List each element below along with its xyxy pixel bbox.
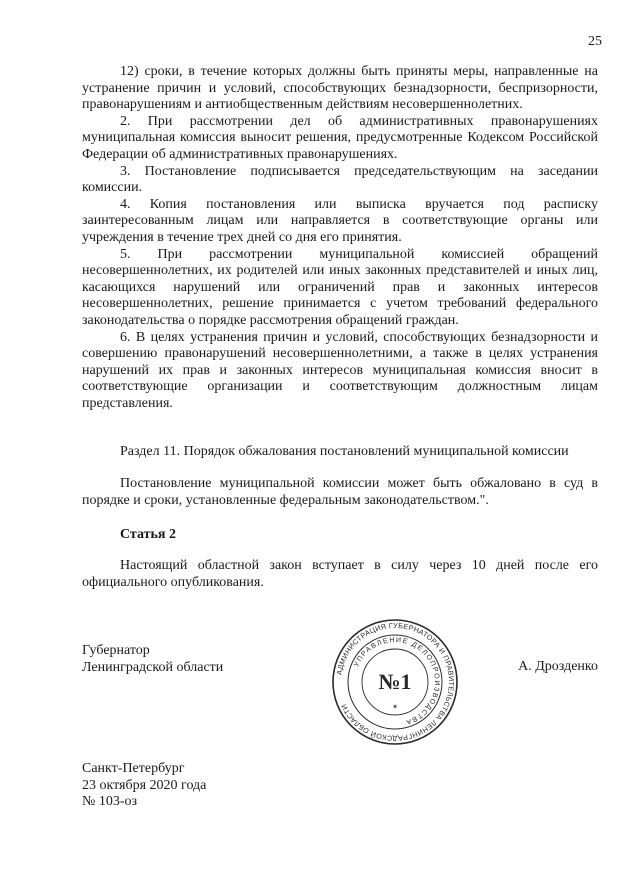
signatory-position-line1: Губернатор bbox=[82, 643, 150, 658]
appeal-paragraph bbox=[82, 476, 598, 509]
footer-date: 23 октября 2020 года bbox=[82, 777, 207, 793]
paragraph-point-2: 2. При рассмотрении дел об административных правонарушениях муниципальная комиссия выносит решения, предусмотренные Кодексом Российской Федерации об административных правонарушениях. bbox=[82, 113, 598, 162]
paragraph-point-4: 4. Копия постановления или выписка вручается под расписку заинтересованным лицам или направляется в соответствующие органы или учреждения в течение трех дней со дня его принятия. bbox=[82, 196, 598, 245]
law-text-paragraphs bbox=[82, 64, 598, 412]
footer-city: Санкт-Петербург bbox=[82, 761, 185, 776]
document-footer bbox=[82, 761, 206, 811]
article-title: Статья 2 bbox=[120, 527, 176, 542]
signatory-position-line2: Ленинградской области bbox=[82, 660, 224, 675]
star-icon: ✶ bbox=[392, 703, 398, 711]
entry-into-force-paragraph bbox=[82, 558, 598, 591]
signatory-name: А. Дрозденко bbox=[518, 659, 598, 674]
appeal-text: Постановление муниципальной комиссии может быть обжаловано в суд в порядке и сроки, установленные федеральным законодательством.". bbox=[82, 476, 598, 508]
footer-law-number: № 103-оз bbox=[82, 794, 138, 810]
paragraph-point-3: 3. Постановление подписывается председательствующим на заседании комиссии. bbox=[82, 163, 598, 196]
stamp-center-text: №1 bbox=[378, 669, 412, 694]
signatory-position bbox=[82, 642, 223, 676]
stamp-inner-text: УПРАВЛЕНИЕ ДЕЛОПРОИЗВОДСТВА bbox=[353, 636, 441, 726]
section-heading: Раздел 11. Порядок обжалования постановлений муниципальной комиссии bbox=[120, 444, 569, 459]
official-seal-stamp bbox=[330, 617, 460, 747]
paragraph-item-12: 12) сроки, в течение которых должны быть приняты меры, направленные на устранение причин и условий, способствующих безнадзорности, беспризорности, правонарушениям и антиобщественным действиям несовершеннолетних. bbox=[82, 64, 598, 113]
stamp-outer-text: АДМИНИСТРАЦИЯ ГУБЕРНАТОРА И ПРАВИТЕЛЬСТВА ЛЕНИНГРАДСКОЙ ОБЛАСТИ bbox=[334, 620, 457, 744]
paragraph-point-6: 6. В целях устранения причин и условий, способствующих безнадзорности и совершению правонарушений несовершеннолетними, а также в целях устранения нарушений их прав и законных интересов муниципальная комиссия вносит в соответствующие организации и соответствующим должностным лицам представления. bbox=[82, 329, 598, 411]
paragraph-point-5: 5. При рассмотрении муниципальной комиссией обращений несовершеннолетних, их родителей или иных законных представителей и иных лиц, касающихся нарушений или ограничений прав и законных интересов несовершеннолетних, решение принимается с учетом требований федерального законодательства о порядке рассмотрения обращений граждан. bbox=[82, 246, 598, 328]
entry-text: Настоящий областной закон вступает в силу через 10 дней после его официального опубликования. bbox=[82, 558, 598, 590]
page-number: 25 bbox=[588, 34, 602, 49]
